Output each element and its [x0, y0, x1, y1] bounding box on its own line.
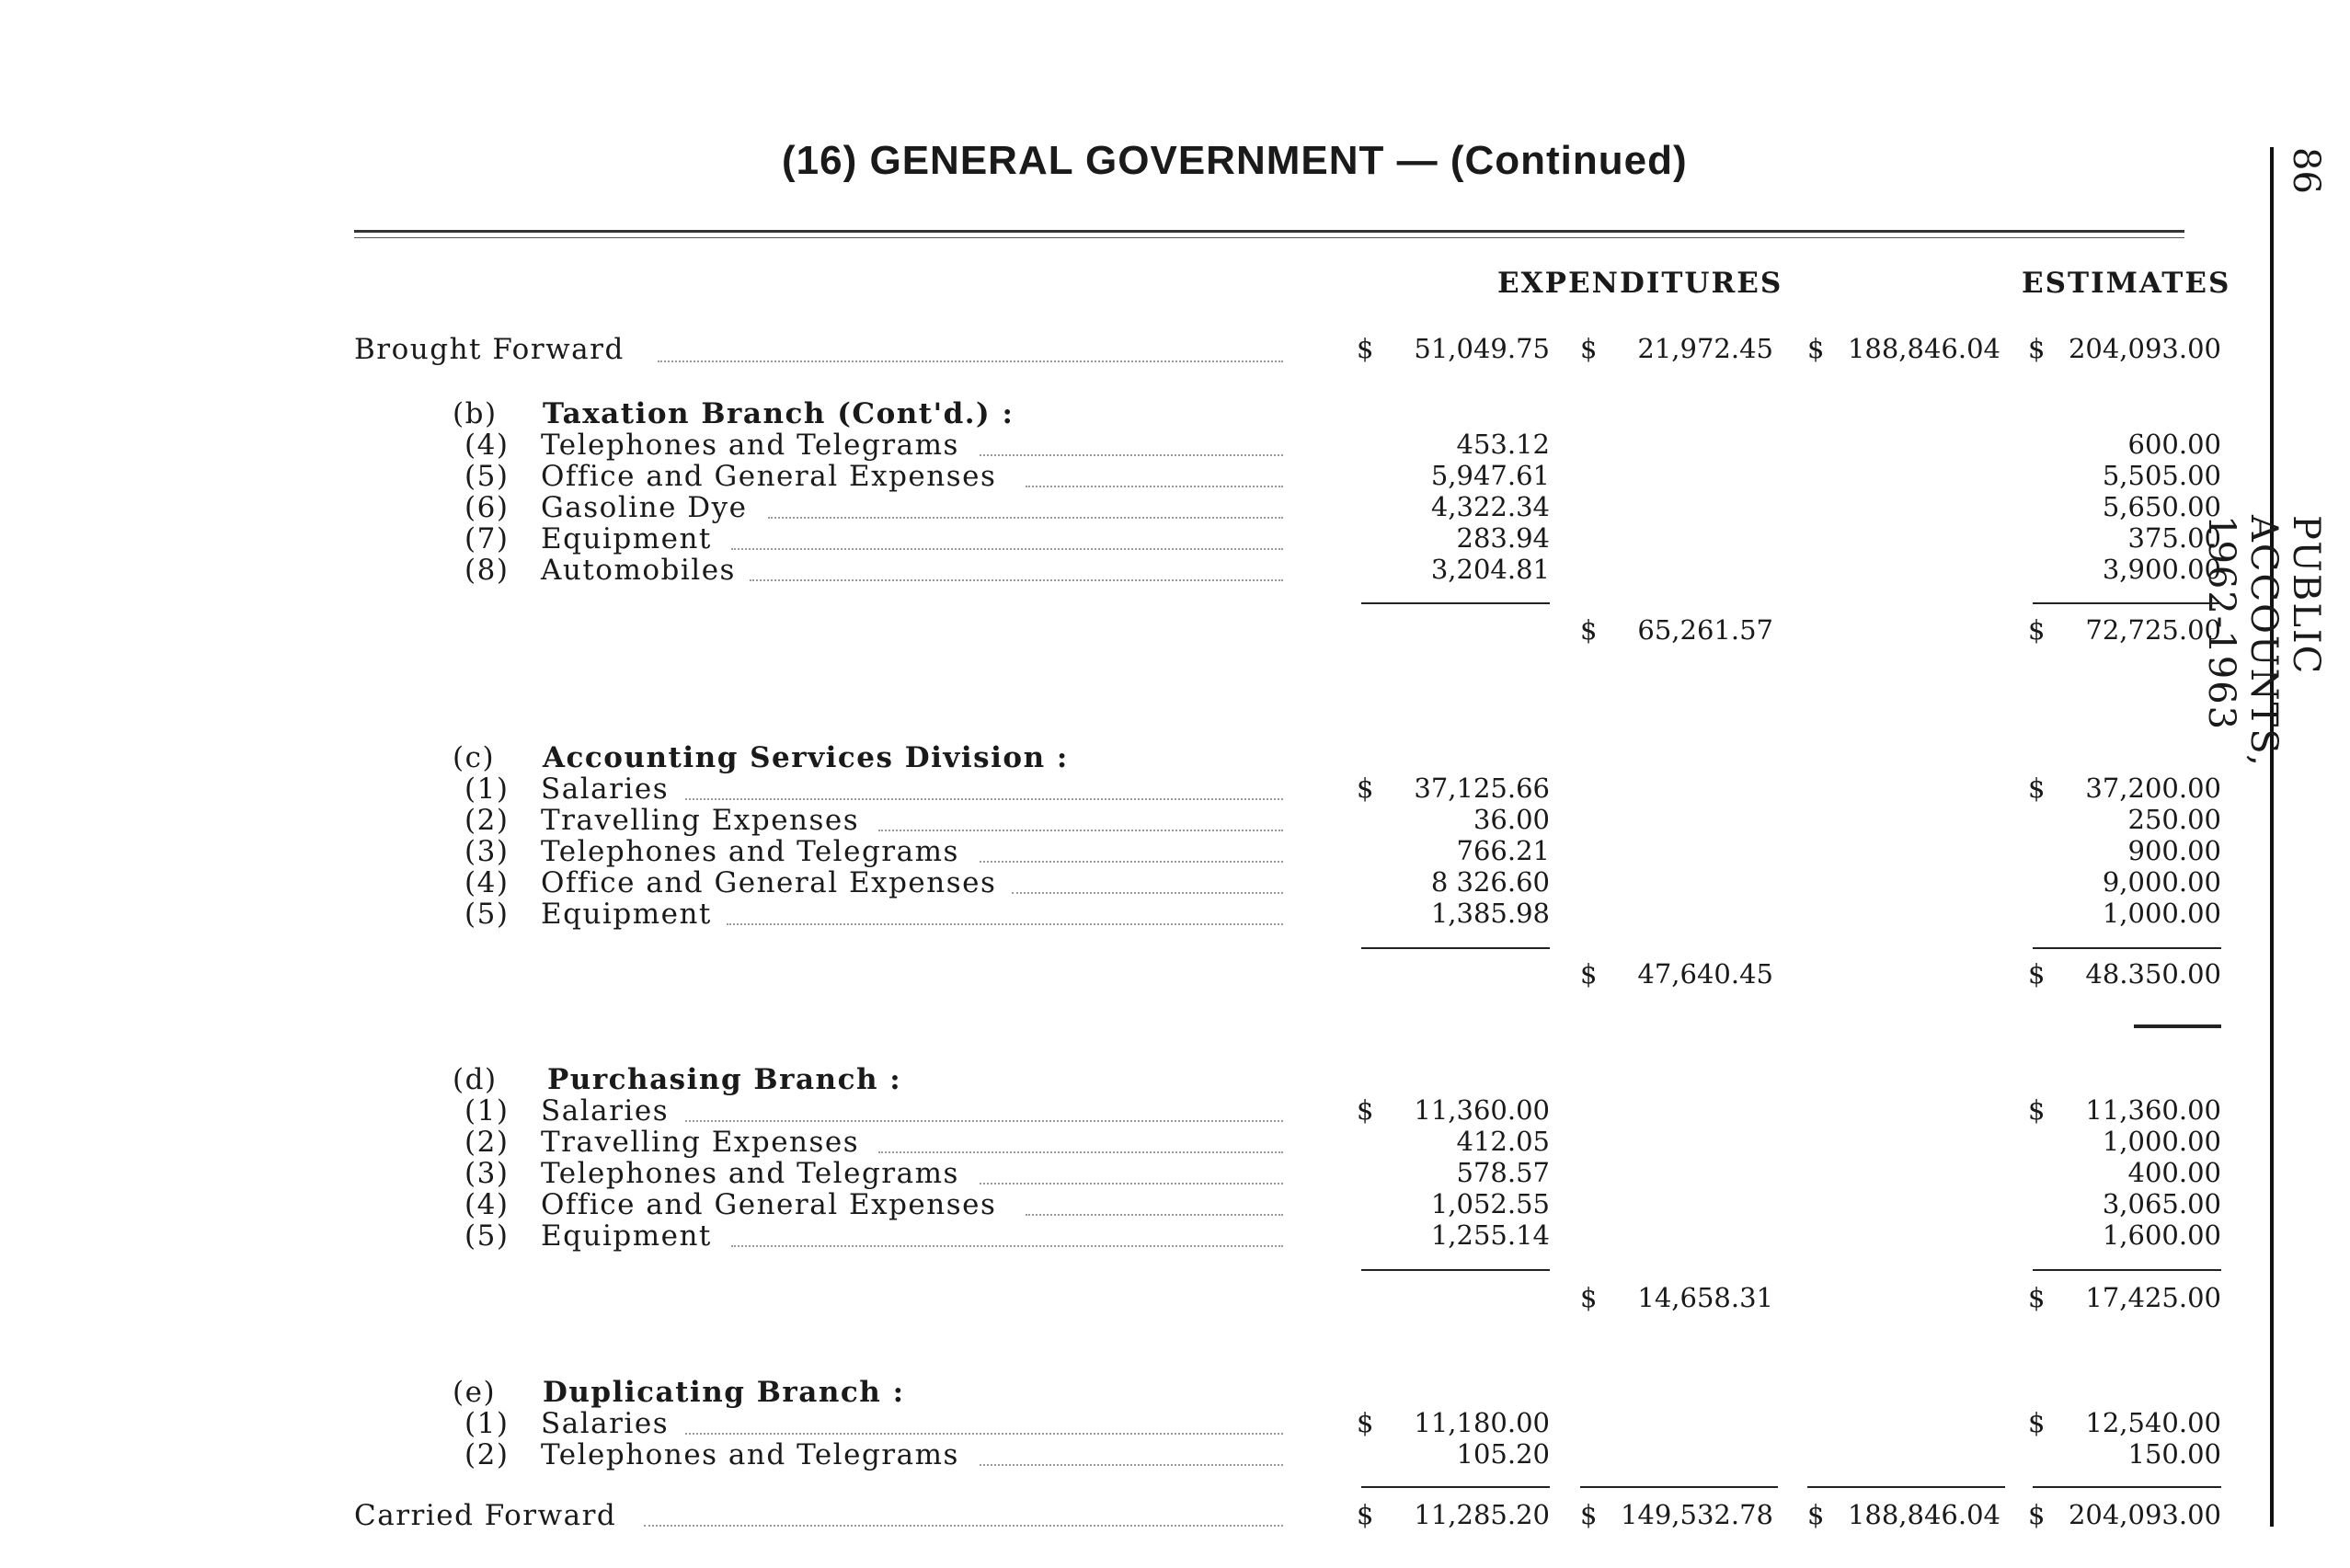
item-number: (4)	[464, 866, 510, 899]
section-heading: Taxation Branch (Cont'd.) :	[543, 397, 1015, 430]
carried-forward-c2: 149,532.78	[1620, 1499, 1773, 1530]
item-expenditure: 36.00	[1473, 804, 1550, 835]
section-total-estimate: 17,425.00	[2085, 1282, 2221, 1313]
item-label: Equipment	[541, 898, 712, 931]
brought-forward-c3: 188,846.04	[1847, 333, 2000, 364]
item-label: Telephones and Telegrams	[541, 835, 959, 868]
dollar-sign: $	[1580, 1499, 1598, 1530]
item-number: (5)	[464, 460, 510, 493]
item-expenditure: 453.12	[1456, 429, 1550, 460]
item-number: (6)	[464, 491, 510, 524]
item-expenditure: 4,322.34	[1430, 491, 1550, 522]
carried-forward-c3: 188,846.04	[1847, 1499, 2000, 1530]
item-label: Salaries	[541, 1407, 670, 1440]
page-title: (16) GENERAL GOVERNMENT — (Continued)	[782, 138, 1688, 183]
dot-leader	[685, 798, 1283, 800]
total-rule	[1807, 1486, 2005, 1488]
dot-leader	[750, 579, 1283, 581]
item-estimate: 5,505.00	[2102, 460, 2221, 491]
section-heading: Accounting Services Division :	[543, 741, 1069, 774]
item-estimate: 400.00	[2127, 1157, 2221, 1188]
item-label: Telephones and Telegrams	[541, 429, 959, 462]
item-number: (3)	[464, 1157, 510, 1190]
page-number: 86	[2285, 147, 2327, 194]
dot-leader	[1026, 1214, 1283, 1216]
item-expenditure: 578.57	[1456, 1157, 1550, 1188]
section-total-estimate: 72,725.00	[2085, 614, 2221, 646]
item-number: (1)	[464, 773, 510, 806]
column-header-estimates: ESTIMATES	[2022, 267, 2231, 300]
subtotal-rule	[1361, 602, 1550, 604]
item-estimate: 1,600.00	[2102, 1219, 2221, 1251]
item-number: (1)	[464, 1407, 510, 1440]
item-label: Office and General Expenses	[541, 1188, 997, 1221]
dot-leader	[878, 830, 1283, 831]
dollar-sign: $	[1357, 1499, 1374, 1530]
item-expenditure: 5,947.61	[1430, 460, 1550, 491]
brought-forward-c2: 21,972.45	[1637, 333, 1773, 364]
item-expenditure: 1,385.98	[1430, 898, 1550, 929]
section-letter: (d)	[453, 1063, 498, 1096]
section-letter: (b)	[453, 397, 498, 430]
subtotal-rule	[2033, 1269, 2221, 1271]
dollar-sign: $	[2028, 333, 2046, 364]
item-number: (2)	[464, 804, 510, 837]
total-rule	[2033, 1486, 2221, 1488]
section-letter: (c)	[453, 741, 496, 774]
item-expenditure: 412.05	[1456, 1126, 1550, 1157]
item-estimate: 600.00	[2127, 429, 2221, 460]
section-letter: (e)	[453, 1376, 497, 1409]
section-heading: Duplicating Branch :	[543, 1376, 905, 1409]
brought-forward-label: Brought Forward	[354, 333, 625, 366]
item-number: (3)	[464, 835, 510, 868]
dot-leader	[685, 1120, 1283, 1122]
item-estimate: 12,540.00	[2085, 1407, 2221, 1438]
dot-leader	[980, 1183, 1283, 1185]
subtotal-rule	[1361, 1269, 1550, 1271]
item-expenditure: 3,204.81	[1430, 554, 1550, 585]
subtotal-rule	[2033, 947, 2221, 949]
item-label: Telephones and Telegrams	[541, 1157, 959, 1190]
item-expenditure: 11,360.00	[1414, 1094, 1550, 1126]
item-expenditure: 283.94	[1456, 522, 1550, 554]
item-estimate: 5,650.00	[2102, 491, 2221, 522]
item-estimate: 3,900.00	[2102, 554, 2221, 585]
item-label: Salaries	[541, 1094, 670, 1127]
dollar-sign: $	[1357, 1094, 1374, 1126]
carried-forward-label: Carried Forward	[354, 1499, 617, 1532]
carried-forward-c4: 204,093.00	[2068, 1499, 2221, 1530]
item-label: Telephones and Telegrams	[541, 1438, 959, 1471]
item-estimate: 9,000.00	[2102, 866, 2221, 898]
dot-leader	[658, 361, 1283, 362]
total-rule	[1361, 1486, 1550, 1488]
item-label: Gasoline Dye	[541, 491, 748, 524]
dollar-sign: $	[1807, 1499, 1825, 1530]
item-label: Office and General Expenses	[541, 460, 997, 493]
total-underline	[2134, 1024, 2221, 1028]
dollar-sign: $	[1580, 614, 1598, 646]
dollar-sign: $	[2028, 1282, 2046, 1313]
item-expenditure: 766.21	[1456, 835, 1550, 866]
header-rule-thin	[354, 237, 2184, 238]
dollar-sign: $	[1580, 1282, 1598, 1313]
dollar-sign: $	[2028, 1407, 2046, 1438]
item-estimate: 375.00	[2127, 522, 2221, 554]
item-label: Equipment	[541, 1219, 712, 1253]
column-header-expenditures: EXPENDITURES	[1497, 267, 1783, 300]
section-total-expenditure: 65,261.57	[1637, 614, 1773, 646]
item-number: (5)	[464, 1219, 510, 1253]
item-label: Automobiles	[541, 554, 736, 587]
item-estimate: 1,000.00	[2102, 1126, 2221, 1157]
item-estimate: 11,360.00	[2085, 1094, 2221, 1126]
dot-leader	[980, 454, 1283, 456]
item-label: Office and General Expenses	[541, 866, 997, 899]
dot-leader	[644, 1525, 1283, 1527]
dollar-sign: $	[2028, 958, 2046, 990]
dollar-sign: $	[2028, 773, 2046, 804]
dot-leader	[980, 1464, 1283, 1466]
dollar-sign: $	[2028, 1094, 2046, 1126]
dot-leader	[768, 517, 1283, 519]
dot-leader	[1026, 486, 1283, 487]
dollar-sign: $	[2028, 1499, 2046, 1530]
carried-forward-c1: 11,285.20	[1414, 1499, 1550, 1530]
dot-leader	[980, 861, 1283, 863]
item-expenditure: 37,125.66	[1414, 773, 1550, 804]
item-number: (2)	[464, 1126, 510, 1159]
item-number: (4)	[464, 429, 510, 462]
item-estimate: 900.00	[2127, 835, 2221, 866]
item-number: (4)	[464, 1188, 510, 1221]
section-total-expenditure: 14,658.31	[1637, 1282, 1773, 1313]
item-number: (1)	[464, 1094, 510, 1127]
dollar-sign: $	[1357, 773, 1374, 804]
item-number: (5)	[464, 898, 510, 931]
dot-leader	[731, 1245, 1283, 1247]
dollar-sign: $	[1580, 958, 1598, 990]
item-estimate: 250.00	[2127, 804, 2221, 835]
item-number: (2)	[464, 1438, 510, 1471]
dot-leader	[1012, 892, 1283, 894]
item-estimate: 37,200.00	[2085, 773, 2221, 804]
item-expenditure: 105.20	[1456, 1438, 1550, 1470]
total-rule	[1580, 1486, 1778, 1488]
header-rule	[354, 230, 2184, 233]
item-label: Travelling Expenses	[541, 804, 860, 837]
section-total-estimate: 48.350.00	[2085, 958, 2221, 990]
subtotal-rule	[1361, 947, 1550, 949]
brought-forward-c1: 51,049.75	[1414, 333, 1550, 364]
item-label: Travelling Expenses	[541, 1126, 860, 1159]
dot-leader	[685, 1433, 1283, 1435]
item-label: Salaries	[541, 773, 670, 806]
margin-rule	[2270, 147, 2274, 1527]
subtotal-rule	[2033, 602, 2221, 604]
dot-leader	[727, 923, 1283, 925]
side-title: PUBLIC ACCOUNTS, 1962-1963	[2200, 515, 2327, 768]
item-expenditure: 1,255.14	[1430, 1219, 1550, 1251]
dollar-sign: $	[1357, 1407, 1374, 1438]
item-estimate: 3,065.00	[2102, 1188, 2221, 1219]
item-estimate: 150.00	[2127, 1438, 2221, 1470]
dot-leader	[731, 548, 1283, 550]
dollar-sign: $	[1580, 333, 1598, 364]
item-number: (8)	[464, 554, 510, 587]
item-expenditure: 8 326.60	[1430, 866, 1550, 898]
item-expenditure: 1,052.55	[1430, 1188, 1550, 1219]
dollar-sign: $	[1807, 333, 1825, 364]
item-estimate: 1,000.00	[2102, 898, 2221, 929]
dot-leader	[878, 1151, 1283, 1153]
section-heading: Purchasing Branch :	[547, 1063, 902, 1096]
item-expenditure: 11,180.00	[1414, 1407, 1550, 1438]
item-number: (7)	[464, 522, 510, 555]
dollar-sign: $	[2028, 614, 2046, 646]
brought-forward-c4: 204,093.00	[2068, 333, 2221, 364]
item-label: Equipment	[541, 522, 712, 555]
section-total-expenditure: 47,640.45	[1637, 958, 1773, 990]
dollar-sign: $	[1357, 333, 1374, 364]
